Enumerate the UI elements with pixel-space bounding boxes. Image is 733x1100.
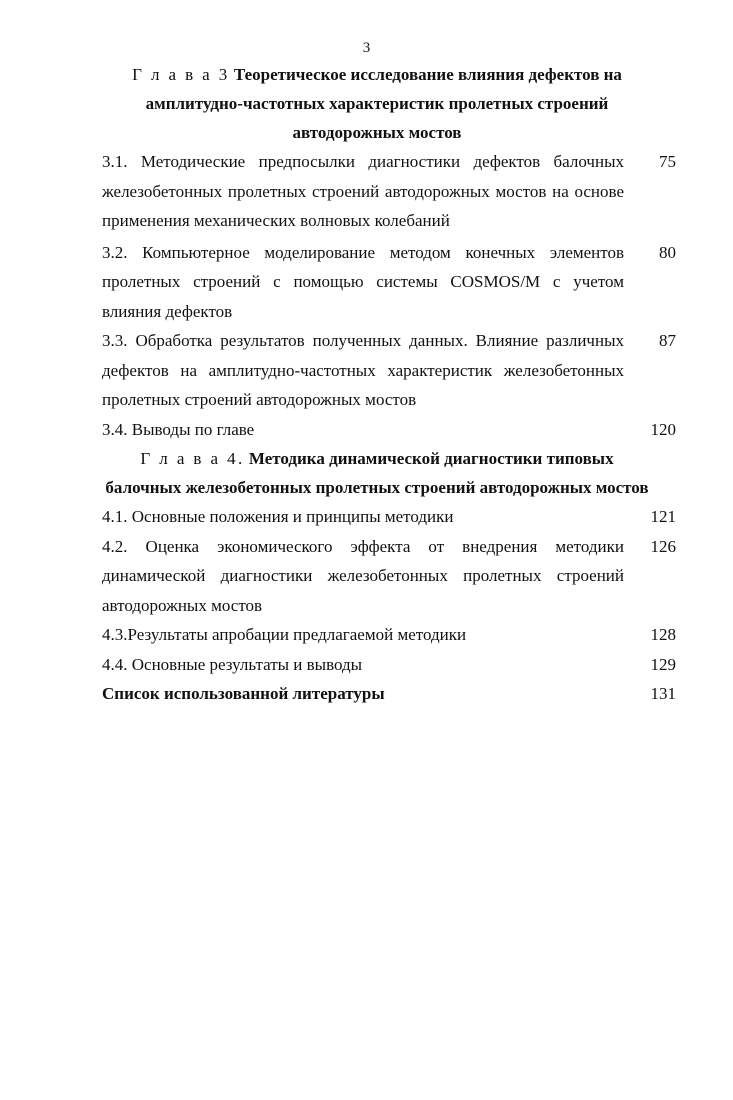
toc-entry-page: 126	[650, 536, 676, 556]
toc-entry-page: 75	[659, 152, 676, 171]
toc-entry-text: 3.3. Обработка результатов полученных данных. Влияние различных дефектов на амплитудно-частотных характеристик железобетонных пролетных строений автодорожных мостов	[102, 331, 624, 409]
toc-entry-3-4	[102, 415, 676, 445]
toc-entry-3-1	[102, 147, 676, 236]
page-number: 3	[362, 40, 371, 56]
toc-entry-3-3	[102, 326, 676, 415]
toc-entry-page: 121	[650, 507, 676, 526]
toc-entry-4-4	[102, 650, 676, 680]
toc-entry-4-1	[102, 502, 676, 532]
toc-entry-references	[102, 679, 676, 709]
table-of-contents	[102, 60, 676, 709]
toc-entry-4-2	[102, 532, 676, 621]
toc-entry-3-2	[102, 238, 676, 327]
toc-entry-text: 3.2. Компьютерное моделирование методом конечных элементов пролетных строений с помощью системы COSMOS/M с учетом влияния дефектов	[102, 242, 624, 321]
toc-entry-page: 128	[650, 625, 676, 644]
references-page: 131	[650, 684, 676, 703]
toc-entry-text: 3.4. Выводы по главе	[102, 419, 255, 439]
toc-entry-page: 129	[650, 654, 676, 674]
toc-entry-text: 4.2. Оценка экономического эффекта от внедрения методики динамической диагностики железобетонных пролетных строений автодорожных мостов	[102, 536, 624, 615]
chapter-3-label: Г л а в а 3	[132, 65, 230, 84]
references-title: Список использованной литературы	[102, 684, 385, 703]
chapter-3-heading	[102, 60, 676, 147]
chapter-3-title: Теоретическое исследование влияния дефектов на амплитудно-частотных характеристик пролетных строений автодорожных мостов	[145, 65, 622, 142]
toc-entry-text: 4.3.Результаты апробации предлагаемой методики	[102, 625, 467, 644]
chapter-4-title: Методика динамической диагностики типовых балочных железобетонных пролетных строений автодорожных мостов	[105, 449, 649, 497]
chapter-4-label: Г л а в а 4.	[140, 449, 245, 468]
toc-entry-text: 3.1. Методические предпосылки диагностики дефектов балочных железобетонных пролетных строений автодорожных мостов на основе применения механических волновых колебаний	[102, 152, 624, 230]
toc-entry-page: 120	[650, 419, 676, 439]
toc-entry-page: 80	[659, 242, 676, 262]
toc-entry-4-3	[102, 620, 676, 650]
toc-entry-page: 87	[659, 331, 676, 350]
toc-entry-text: 4.4. Основные результаты и выводы	[102, 654, 363, 674]
chapter-4-heading	[102, 444, 676, 502]
toc-entry-text: 4.1. Основные положения и принципы методики	[102, 507, 454, 526]
